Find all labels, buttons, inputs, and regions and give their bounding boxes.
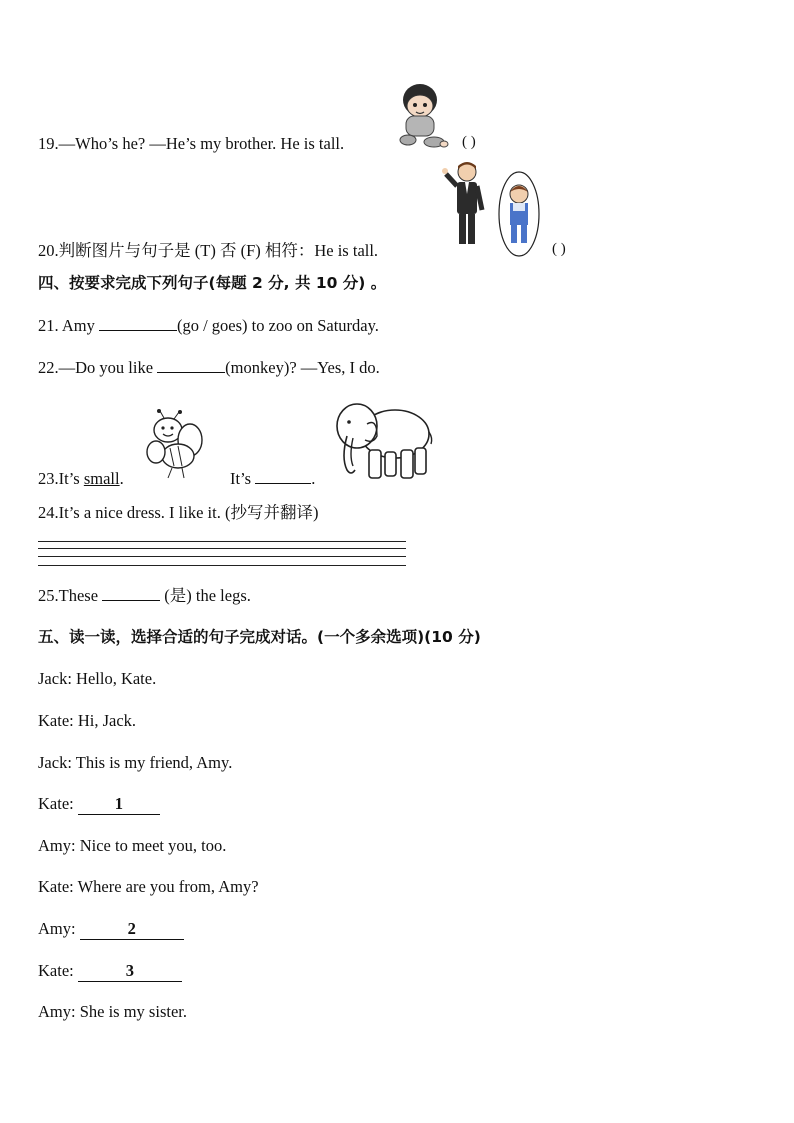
dialogue-speaker: Amy: [38, 836, 76, 855]
q23-word: small [83, 469, 120, 488]
q21-blank[interactable] [99, 316, 177, 331]
bee-icon [146, 410, 206, 482]
dialogue-speaker: Amy: [38, 919, 76, 938]
question-20: 20.判断图片与句子是 (T) 否 (F) 相符：He is tall. [38, 241, 379, 260]
section-4-title: 四、按要求完成下列句子(每题 2 分, 共 10 分) 。 [38, 274, 387, 292]
dialogue-speaker: Jack: [38, 753, 72, 772]
dialogue-text: Hi, Jack. [77, 711, 137, 730]
q23-end: . [311, 469, 316, 488]
dialogue-speaker: Amy: [38, 1002, 76, 1021]
q23-blank[interactable] [255, 469, 311, 484]
boy-in-oval-icon [497, 170, 541, 258]
q22-suffix: (monkey)? —Yes, I do. [225, 358, 380, 377]
q22-prefix: 22.—Do you like [38, 358, 154, 377]
dialogue-text: She is my sister. [79, 1002, 187, 1021]
q25-suffix: (是) the legs. [164, 586, 251, 605]
dialogue-line [38, 919, 184, 940]
question-19: 19.—Who’s he? —He’s my brother. He is tall. [38, 134, 345, 153]
baby-boy-icon [396, 82, 450, 150]
dialogue-speaker: Jack: [38, 669, 72, 688]
q21-suffix: (go / goes) to zoo on Saturday. [176, 316, 379, 335]
dialogue-line [38, 836, 226, 856]
dialogue-line [38, 961, 182, 982]
dialogue-line [38, 669, 156, 689]
dialogue-line [38, 1002, 187, 1022]
question-23-second [230, 469, 315, 489]
dialogue-speaker: Kate: [38, 877, 74, 896]
dialogue-text: This is my friend, Amy. [75, 753, 233, 772]
q23-second: It’s [230, 469, 252, 488]
dialogue-blank-3[interactable]: 3 [78, 961, 182, 982]
writing-line-1[interactable] [38, 541, 406, 542]
dialogue-text: Nice to meet you, too. [79, 836, 227, 855]
question-25 [38, 586, 251, 606]
question-24: 24.It’s a nice dress. I like it. (抄写并翻译) [38, 503, 319, 522]
section-5-title: 五、读一读，选择合适的句子完成对话。(一个多余选项)(10 分) [38, 628, 481, 646]
q21-prefix: 21. Amy [38, 316, 95, 335]
question-22 [38, 358, 380, 378]
writing-line-2[interactable] [38, 548, 406, 549]
waving-man-icon [442, 160, 492, 248]
q23-prefix: 23.It’s [38, 469, 84, 488]
writing-line-4[interactable] [38, 565, 406, 566]
dialogue-line [38, 753, 232, 773]
dialogue-speaker: Kate: [38, 711, 74, 730]
dialogue-text: Where are you from, Amy? [77, 877, 259, 896]
q25-prefix: 25.These [38, 586, 99, 605]
dialogue-blank-2[interactable]: 2 [80, 919, 184, 940]
answer-paren-19[interactable]: ( ) [462, 134, 476, 150]
q25-blank[interactable] [102, 586, 160, 601]
answer-paren-20[interactable]: ( ) [552, 241, 566, 257]
dialogue-line [38, 711, 136, 731]
dialogue-line [38, 794, 160, 815]
dialogue-blank-1[interactable]: 1 [78, 794, 160, 815]
dialogue-text: Hello, Kate. [76, 669, 157, 688]
writing-line-3[interactable] [38, 556, 406, 557]
question-23 [38, 469, 124, 489]
elephant-icon [333, 396, 435, 484]
q22-blank[interactable] [157, 358, 225, 373]
q23-dot: . [119, 469, 124, 488]
dialogue-speaker: Kate: [38, 794, 74, 813]
question-21 [38, 316, 379, 336]
dialogue-speaker: Kate: [38, 961, 74, 980]
dialogue-line [38, 877, 259, 897]
